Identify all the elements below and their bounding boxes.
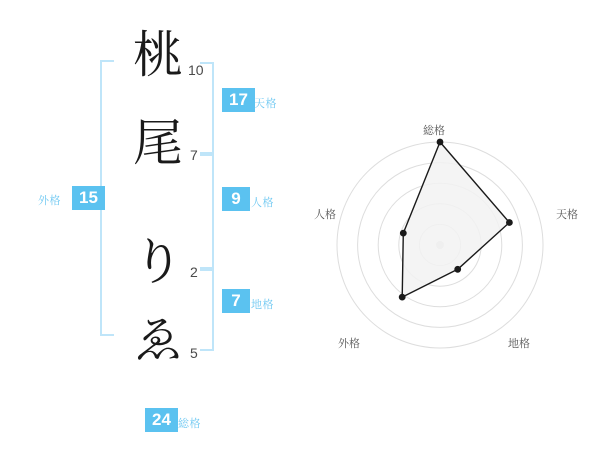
radar-chart (300, 110, 600, 380)
stroke-count-4: 5 (190, 345, 198, 361)
score-badge-jinkaku: 9 (222, 187, 250, 211)
name-char-1: 桃 (133, 26, 183, 84)
score-label-tenkaku: 天格 (254, 97, 277, 110)
stroke-count-1: 10 (188, 62, 204, 78)
stroke-count-3: 2 (190, 264, 198, 280)
bracket-tenkaku (200, 62, 214, 156)
score-badge-soukaku: 24 (145, 408, 178, 432)
name-char-2: 尾 (133, 114, 183, 172)
score-label-jinkaku: 人格 (251, 196, 274, 209)
score-label-gaikaku: 外格 (38, 194, 61, 207)
bracket-chikaku (200, 267, 214, 351)
score-badge-tenkaku: 17 (222, 88, 255, 112)
name-char-4: ゑ (133, 311, 183, 369)
radar-label-chikaku: 地格 (508, 337, 530, 350)
bracket-jinkaku (200, 152, 214, 271)
name-char-3: り (133, 233, 183, 291)
score-label-chikaku: 地格 (251, 298, 274, 311)
radar-label-tenkaku: 天格 (556, 208, 578, 221)
radar-label-jinkaku: 人格 (314, 208, 336, 221)
radar-label-soukaku: 総格 (423, 124, 445, 137)
score-badge-gaikaku: 15 (72, 186, 105, 210)
stroke-count-2: 7 (190, 147, 198, 163)
score-badge-chikaku: 7 (222, 289, 250, 313)
radar-label-gaikaku: 外格 (338, 337, 360, 350)
score-label-soukaku: 総格 (178, 417, 201, 430)
